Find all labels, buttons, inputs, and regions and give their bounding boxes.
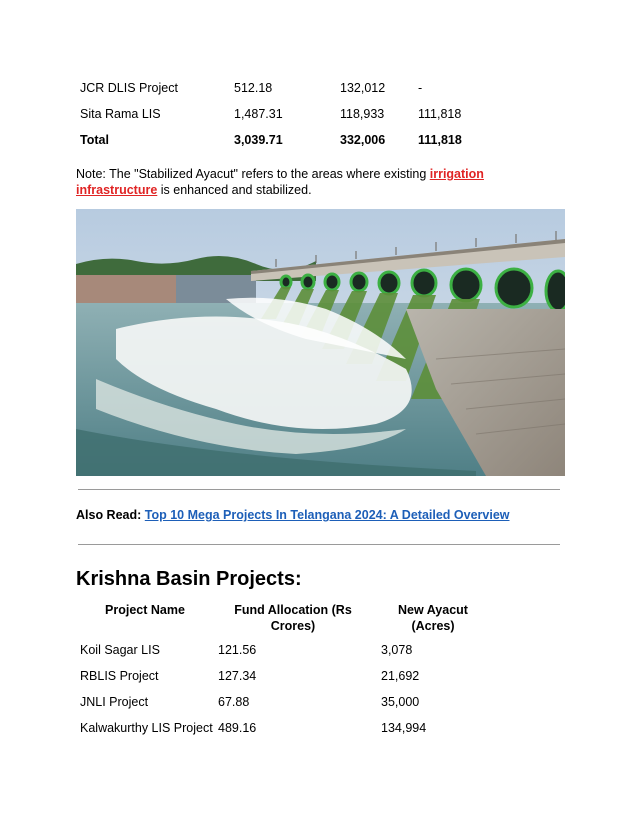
total-ayacut-cell: 332,006 — [340, 133, 386, 147]
ayacut-cell: 21,692 — [381, 669, 420, 683]
dam-spillway-photo — [76, 209, 565, 476]
project-name-cell: Sita Rama LIS — [80, 107, 161, 121]
header-ayacut-line2: (Acres) — [411, 619, 455, 633]
ayacut-cell: 132,012 — [340, 81, 386, 95]
divider — [78, 489, 560, 490]
total-fund-cell: 3,039.71 — [234, 133, 283, 147]
header-fund-allocation — [228, 602, 358, 634]
also-read-link[interactable]: Top 10 Mega Projects In Telangana 2024: A Detailed Overview — [144, 508, 510, 522]
stabilized-cell: - — [418, 81, 423, 95]
fund-cell: 127.34 — [218, 669, 257, 683]
section-heading: Krishna Basin Projects: — [76, 568, 302, 590]
project-name-cell: Koil Sagar LIS — [80, 643, 160, 657]
fund-cell: 67.88 — [218, 695, 250, 709]
project-name-cell: RBLIS Project — [80, 669, 159, 683]
fund-cell: 512.18 — [234, 81, 273, 95]
project-name-cell: JCR DLIS Project — [80, 81, 178, 95]
project-name-cell: Kalwakurthy LIS Project — [80, 721, 213, 735]
divider — [78, 544, 560, 545]
total-label-cell: Total — [80, 133, 109, 147]
fund-cell: 121.56 — [218, 643, 257, 657]
header-project-name: Project Name — [105, 603, 185, 617]
header-fund-line2: Crores) — [270, 619, 316, 633]
total-stabilized-cell: 111,818 — [418, 133, 462, 147]
also-read-label: Also Read: — [76, 508, 142, 522]
header-ayacut-line1: New Ayacut — [398, 603, 468, 617]
project-name-cell: JNLI Project — [80, 695, 149, 709]
fund-cell: 489.16 — [218, 721, 257, 735]
irrigation-infrastructure-link[interactable]: irrigation infrastructure — [76, 167, 484, 197]
ayacut-cell: 134,994 — [381, 721, 427, 735]
ayacut-cell: 3,078 — [381, 643, 413, 657]
note-text-end: is enhanced and stabilized. — [157, 183, 312, 197]
ayacut-cell: 35,000 — [381, 695, 420, 709]
fund-cell: 1,487.31 — [234, 107, 283, 121]
header-fund-line1: Fund Allocation (Rs — [234, 603, 352, 617]
also-read — [76, 507, 510, 523]
ayacut-cell: 118,933 — [340, 107, 385, 121]
header-new-ayacut — [380, 602, 486, 634]
stabilized-cell: 111,818 — [418, 107, 462, 121]
note-paragraph — [76, 166, 566, 198]
note-text: Note: The "Stabilized Ayacut" refers to the areas where existing — [76, 167, 430, 181]
